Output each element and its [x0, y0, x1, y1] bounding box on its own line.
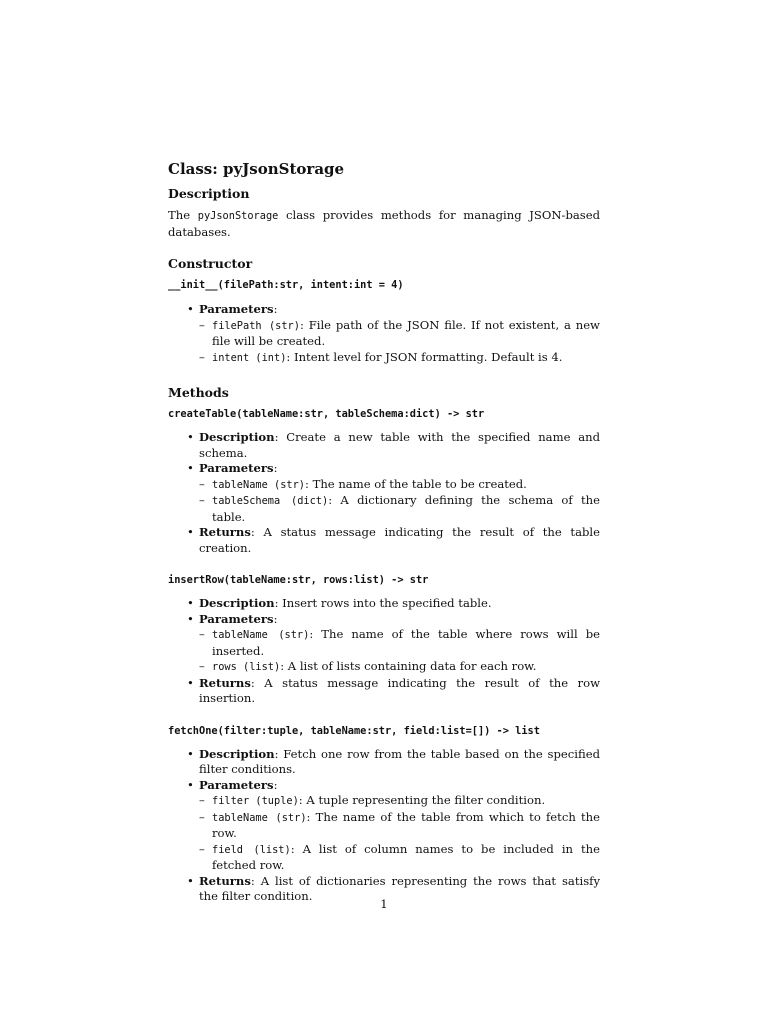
param-item: – tableName (str): The name of the table where rows will be inserted. — [185, 627, 600, 659]
param-item: – intent (int): Intent level for JSON formatting. Default is 4. — [185, 350, 600, 367]
constructor-signature: __init__(filePath:str, intent:int = 4) — [168, 279, 404, 291]
param-item: – field (list): A list of column names to be included in the fetched row. — [185, 842, 600, 874]
method-detail-list — [168, 430, 600, 556]
method-signature: fetchOne(filter:tuple, tableName:str, field:list=[]) -> list — [168, 724, 540, 737]
method-parameters-item: • Parameters: – tableName (str): The name of the table where rows will be inserted. – rows (list): A list of lists containing data for each row. — [168, 612, 600, 676]
class-name-code: pyJsonStorage — [197, 210, 279, 222]
method-param-list — [199, 627, 600, 676]
param-item: – filter (tuple): A tuple representing the filter condition. — [185, 793, 600, 810]
method-returns-item: • Returns: A status message indicating the result of the row insertion. — [168, 676, 600, 707]
method-description-item: • Description: Create a new table with the specified name and schema. — [168, 430, 600, 461]
method-signature: insertRow(tableName:str, rows:list) -> str — [168, 574, 429, 586]
param-item: – filePath (str): File path of the JSON file. If not existent, a new file will be created. — [185, 318, 600, 350]
constructor-param-list — [199, 318, 600, 367]
method-description-item: • Description: Insert rows into the specified table. — [168, 596, 600, 612]
class-title: Class: pyJsonStorage — [168, 160, 345, 178]
method-parameters-item: • Parameters: – filter (tuple): A tuple representing the filter condition. – tableName (str): The name of the table from which to fetch the row. – field (list): A list of column names to be included in the fetched row. — [168, 778, 600, 874]
constructor-list — [168, 302, 600, 366]
method-detail-list — [168, 596, 600, 707]
class-description: The pyJsonStorage class provides methods for managing JSON-based databases. — [168, 208, 601, 239]
method-detail-list — [168, 747, 600, 905]
document-page — [168, 158, 600, 905]
param-item: – tableName (str): The name of the table to be created. — [185, 477, 600, 494]
constructor-parameters-item: • Parameters: – filePath (str): File path of the JSON file. If not existent, a new file will be created. – intent (int): Intent level for JSON formatting. Default is 4. — [168, 302, 600, 366]
page-number: 1 — [380, 897, 388, 911]
methods-heading: Methods — [168, 385, 229, 400]
param-item: – tableSchema (dict): A dictionary defining the schema of the table. — [185, 493, 600, 525]
param-item: – rows (list): A list of lists containing data for each row. — [185, 659, 600, 676]
method-returns-item: • Returns: A list of dictionaries representing the rows that satisfy the filter condition. — [168, 874, 600, 905]
method-param-list — [199, 477, 600, 526]
method-returns-item: • Returns: A status message indicating the result of the table creation. — [168, 525, 600, 556]
description-heading: Description — [168, 186, 250, 201]
method-param-list — [199, 793, 600, 874]
method-description-item: • Description: Fetch one row from the table based on the specified filter conditions. — [168, 747, 600, 778]
param-item: – tableName (str): The name of the table from which to fetch the row. — [185, 810, 600, 842]
method-parameters-item: • Parameters: – tableName (str): The name of the table to be created. – tableSchema (dict): A dictionary defining the schema of the table. — [168, 461, 600, 525]
method-signature: createTable(tableName:str, tableSchema:dict) -> str — [168, 408, 485, 420]
constructor-heading: Constructor — [168, 256, 253, 271]
